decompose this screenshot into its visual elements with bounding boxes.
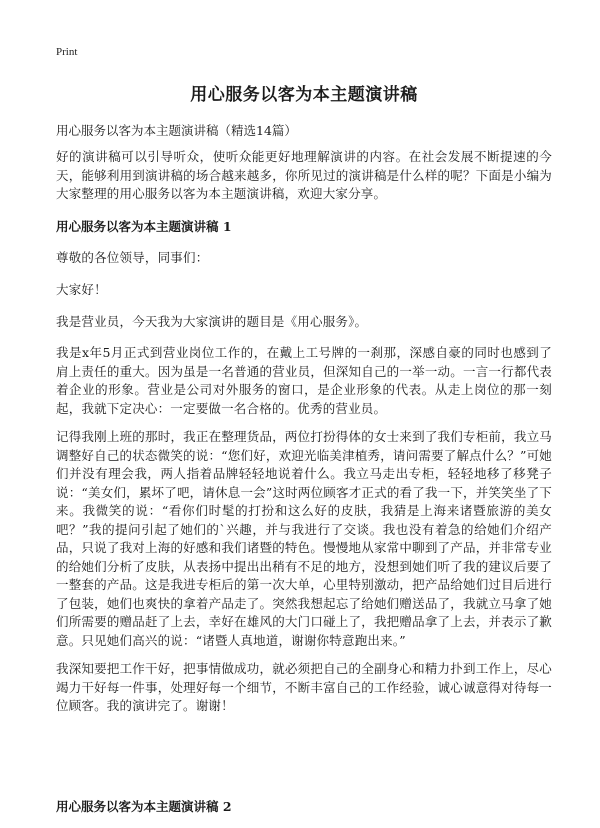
- body-paragraph: 记得我刚上班的那时，我正在整理货品，两位打扮得体的女士来到了我们专柜前，我立马调整好自己的状态微笑的说：“您们好，欢迎光临美津植秀，请问需要了解点什么？”可她们并没有理会我，两人指着品牌轻轻地说着什么。我立马走出专柜，轻轻地移了移凳子说：“美女们，累坏了吧，请休息一会”这时两位顾客才正式的看了我一下，并笑笑坐了下来。我微笑的说：“看你们时髦的打扮和这么好的皮肤，我猜是上海来诸暨旅游的美女吧？”我的提问引起了她们的`兴趣，并与我进行了交谈。我也没有着急的给她们介绍产品，只说了我对上海的好感和我们诸暨的特色。慢慢地从家常中聊到了产品，并非常专业的给她们分析了皮肤，从表扬中提出出稍有不足的地方，没想到她们听了我的建议后要了一整套的产品。这是我进专柜后的第一次大单，心里特别激动，把产品给她们过目后进行了包装，她们也爽快的拿着产品走了。突然我想起忘了给她们赠送品了，我就立马拿了她们所需要的赠品赶了上去，幸好在雄风的大门口碰上了，我把赠品拿了上去，并表示了歉意。只见她们高兴的说：“诸暨人真地道，谢谢你特意跑出来。”: [56, 429, 552, 648]
- intro-paragraph: 好的演讲稿可以引导听众，使听众能更好地理解演讲的内容。在社会发展不断提速的今天，能够利用到演讲稿的场合越来越多，你所见过的演讲稿是什么样的呢？下面是小编为大家整理的用心服务以客为本主题演讲稿，欢迎大家分享。: [56, 149, 552, 201]
- section-heading-1: 用心服务以客为本主题演讲稿 1: [56, 219, 232, 234]
- salutation-paragraph: 尊敬的各位领导，同事们：: [56, 250, 209, 265]
- document-subtitle: 用心服务以客为本主题演讲稿（精选14篇）: [56, 123, 297, 138]
- section-heading-2: 用心服务以客为本主题演讲稿 2: [56, 799, 232, 814]
- greeting-paragraph: 大家好！: [56, 282, 107, 297]
- topic-paragraph: 我是营业员，今天我为大家演讲的题目是《用心服务》。: [56, 314, 368, 329]
- page-title: 用心服务以客为本主题演讲稿: [190, 85, 418, 105]
- closing-paragraph: 我深知要把工作干好，把事情做成功，就必须把自己的全副身心和精力扑到工作上，尽心竭力干好每一件事，处理好每一个细节，不断丰富自己的工作经验，诚心诚意得对待每一位顾客。我的演讲完了。谢谢！: [56, 661, 552, 713]
- body-paragraph: 我是x年5月正式到营业岗位工作的，在戴上工号牌的一刹那，深感自豪的同时也感到了肩上责任的重大。因为虽是一名普通的营业员，但深知自己的一举一动。一言一行都代表着企业的形象。营业是公司对外服务的窗口，是企业形象的代表。从走上岗位的那一刻起，我就下定决心：一定要做一名合格的。优秀的营业员。: [56, 345, 552, 416]
- print-link[interactable]: Print: [56, 46, 78, 58]
